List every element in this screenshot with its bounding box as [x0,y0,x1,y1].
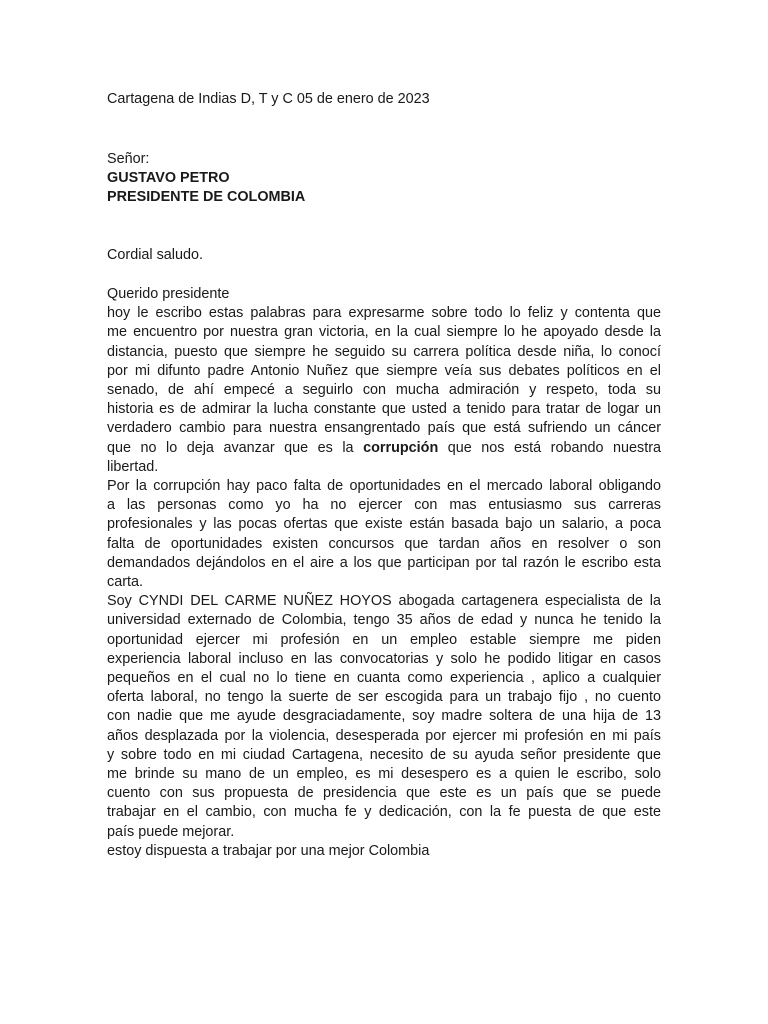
body-line: distancia, puesto que siempre he seguido su carrera política desde niña, lo conocí [107,343,661,360]
body-line: con nadie que me ayude desgraciadamente, soy madre soltera de una hija de 13 [107,708,661,725]
body-line: experiencia laboral incluso en las convocatorias y solo he podido litigar en casos [107,650,661,667]
body-line: senado, de ahí empecé a seguirlo con mucha admiración y respeto, toda su [107,382,661,399]
body-text: que nos está robando nuestra [438,439,661,456]
paragraph-3 [107,592,661,842]
date-line: Cartagena de Indias D, T y C 05 de enero de 2023 [107,91,430,107]
body-line: años desplazada por la violencia, desesperada por ejercer mi profesión en mi país [107,727,661,744]
body-line: me brinde su mano de un empleo, es mi desespero es a quien le escribo, solo [107,766,661,783]
body-line: cuento con sus propuesta de presidencia que este es un país que se puede [107,785,661,802]
emphasis-corrupcion: corrupción [363,439,439,456]
opening-line: Querido presidente [107,286,230,302]
body-line: carta. [107,574,143,591]
body-line: hoy le escribo estas palabras para expresarme sobre todo lo feliz y contenta que [107,305,661,322]
body-line [107,439,661,458]
body-line: país puede mejorar. [107,823,235,840]
body-line: demandados dejándolos en el aire a los que participan por tal razón le escribo esta [107,554,661,571]
closing-line: estoy dispuesta a trabajar por una mejor Colombia [107,842,430,859]
body-line: pequeños en el cual no lo tiene en cuanta como experiencia , aplico a cualquier [107,670,661,687]
body-line: Por la corrupción hay paco falta de oportunidades en el mercado laboral obligando [107,478,661,495]
body-line: oportunidad ejercer mi profesión en un empleo estable siempre me piden [107,631,661,648]
body-line: por mi difunto padre Antonio Nuñez que siempre veía sus debates políticos en el [107,362,661,379]
recipient-block [107,150,305,208]
recipient-title: PRESIDENTE DE COLOMBIA [107,189,306,206]
recipient-name: GUSTAVO PETRO [107,170,230,187]
greeting: Cordial saludo. [107,247,203,263]
body-line: profesionales y las pocas ofertas que existe están basada bajo un salario, a poca [107,516,661,533]
letter-body [107,285,661,861]
body-line: me encuentro por nuestra gran victoria, en la cual siempre lo he apoyado desde la [107,324,661,341]
body-line: trabajar en el cambio, con mucha fe y dedicación, con la fe puesta de que este [107,804,661,821]
body-line: falta de oportunidades existen concursos que tardan años en resolver o son [107,535,661,552]
paragraph-2 [107,477,661,592]
paragraph-1 [107,304,661,477]
body-line: historia es de admirar la lucha constante que usted a tenido para tratar de logar un [107,401,661,418]
body-line: libertad. [107,458,159,475]
body-line: y sobre todo en mi ciudad Cartagena, necesito de su ayuda señor presidente que [107,746,661,763]
body-line: a las personas como yo ha no ejercer con mas entusiasmo sus carreras [107,497,661,514]
salutation-to: Señor: [107,151,150,167]
body-line: oferta laboral, no tengo la suerte de ser escogida para un trabajo fijo , no cuento [107,689,661,706]
body-line: Soy CYNDI DEL CARME NUÑEZ HOYOS abogada cartagenera especialista de la [107,593,661,610]
body-text: que no lo deja avanzar que es la [107,439,364,456]
body-line: universidad externado de Colombia, tengo 35 años de edad y nunca he tenido la [107,612,661,629]
body-line: verdadero cambio para nuestra ensangrentado país que está sufriendo un cáncer [107,420,661,437]
